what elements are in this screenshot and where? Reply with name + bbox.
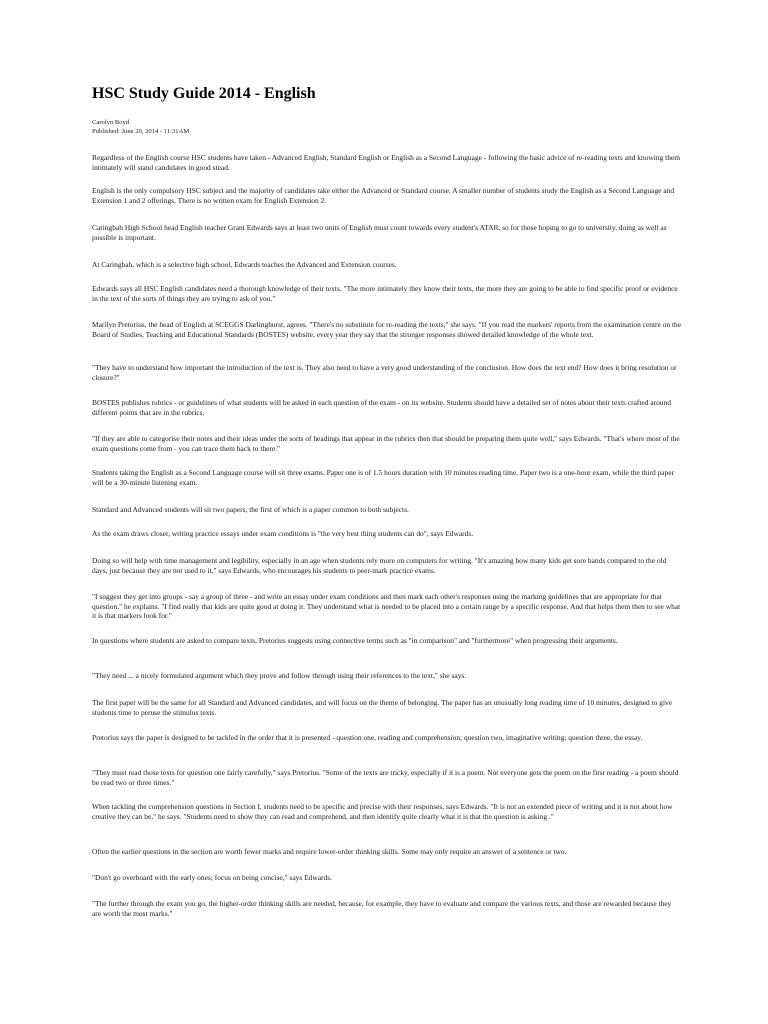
paragraph-14: "I suggest they get into groups - say a group of three - and write an essay under exam conditions and then mark each other's responses using the marking guidelines that are appropriate for that question," he explains. "I find really that kids are quite good at doing it. They understand what is needed to be placed into a certain range by a specific response. And that helps them then to see what it is that markers look for." [92, 592, 681, 621]
paragraph-23: "The further through the exam you go, the higher-order thinking skills are needed, because, for example, they have to evaluate and compare the various texts, and those are rewarded because they are worth the most marks." [92, 899, 672, 918]
paragraph-5: Edwards says all HSC English candidates need a thorough knowledge of their texts. "The more intimately they know their texts, the more they are going to be able to find specific proof or evidence in the text of the sorts of things they are trying to ask of you." [92, 284, 678, 303]
article-published-date: Published: June 20, 2014 - 11:31AM [92, 127, 190, 135]
paragraph-17: The first paper will be the same for all Standard and Advanced candidates, and will focus on the theme of belonging. The paper has an unusually long reading time of 10 minutes, designed to give students time to peruse the stimulus texts. [92, 698, 673, 717]
paragraph-1: Regardless of the English course HSC students have taken - Advanced English, Standard English or English as a Second Language - following the basic advice of re-reading texts and knowing them intimately will stand candidates in good stead. [92, 153, 681, 172]
paragraph-10: Students taking the English as a Second Language course will sit three exams. Paper one is of 1.5 hours duration with 10 minutes reading time. Paper two is a one-hour exam, while the third paper will be a 30-minute listening exam. [92, 468, 675, 487]
article-meta [92, 119, 189, 136]
paragraph-22: "Don't go overboard with the early ones; focus on being concise," says Edwards. [92, 873, 332, 882]
article-title: HSC Study Guide 2014 - English [92, 85, 316, 102]
paragraph-9: "If they are able to categorise their notes and their ideas under the sorts of headings that appear in the rubrics then that should be preparing them quite well," says Edwards. "That's where most of the exam questions come from - you can trace them back to there." [92, 434, 680, 453]
paragraph-4: At Caringbah, which is a selective high school, Edwards teaches the Advanced and Extension courses. [92, 260, 397, 269]
paragraph-13: Doing so will help with time management and legibility, especially in an age when students rely more on computers for writing. "It's amazing how many kids get sore hands compared to the old days, just because they are not used to it," says Edwards, who encourages his students to peer-mark practice exams. [92, 556, 667, 575]
paragraph-8: BOSTES publishes rubrics - or guidelines of what students will be asked in each question of the exam - on its website. Students should have a detailed set of notes about their texts crafted around different points that are in the rubrics. [92, 398, 671, 417]
paragraph-3: Caringbah High School head English teacher Grant Edwards says at least two units of English must count towards every student's ATAR, so for those hoping to go to university, doing as well as possible is important. [92, 223, 667, 242]
paragraph-19: "They must read those texts for question one fairly carefully," says Pretorius. "Some of the texts are tricky, especially if it is a poem. Not everyone gets the poem on the first reading - a poem should be read two or three times." [92, 768, 679, 787]
paragraph-2: English is the only compulsory HSC subject and the majority of candidates take either the Advanced or Standard course. A smaller number of students study the English as a Second Language and Extension 1 and 2 offerings. There is no written exam for English Extension 2. [92, 186, 675, 205]
paragraph-6: Marilyn Pretorius, the head of English at SCEGGS Darlinghurst, agrees. "There's no substitute for re-reading the texts," she says. "If you read the markers' reports from the examination centre on the Board of Studies, Teaching and Educational Standards (BOSTES) website, every year they say that the stronger responses showed detailed knowledge of the whole text. [92, 320, 682, 339]
article-author: Carolyn Boyd [92, 119, 130, 126]
paragraph-21: Often the earlier questions in the section are worth fewer marks and require lower-order thinking skills. Some may only require an answer of a sentence or two. [92, 847, 567, 856]
paragraph-11: Standard and Advanced students will sit two papers, the first of which is a paper common to both subjects. [92, 505, 409, 514]
paragraph-7: "They have to understand how important the introduction of the text is. They also need to have a very good understanding of the conclusion. How does the text end? How does it bring resolution or closure?" [92, 363, 677, 382]
paragraph-18: Pretorius says the paper is designed to be tackled in the order that it is presented - question one, reading and comprehension; question two, imaginative writing; question three, the essay. [92, 733, 643, 742]
paragraph-16: "They need ... a nicely formulated argument which they prove and follow through using their references to the text," she says. [92, 671, 467, 680]
paragraph-12: As the exam draws closer, writing practice essays under exam conditions is "the very best thing students can do", says Edwards. [92, 529, 474, 538]
paragraph-15: In questions where students are asked to compare texts, Pretorius suggests using connective terms such as "in comparison" and "furthermore" when progressing their arguments. [92, 636, 618, 645]
paragraph-20: When tackling the comprehension questions in Section I, students need to be specific and precise with their responses, says Edwards. "It is not an extended piece of writing and it is not about how creative they can be," he says. "Students need to show they can read and comprehend, and then identify quite clearly what it is that the question is asking ." [92, 802, 673, 821]
